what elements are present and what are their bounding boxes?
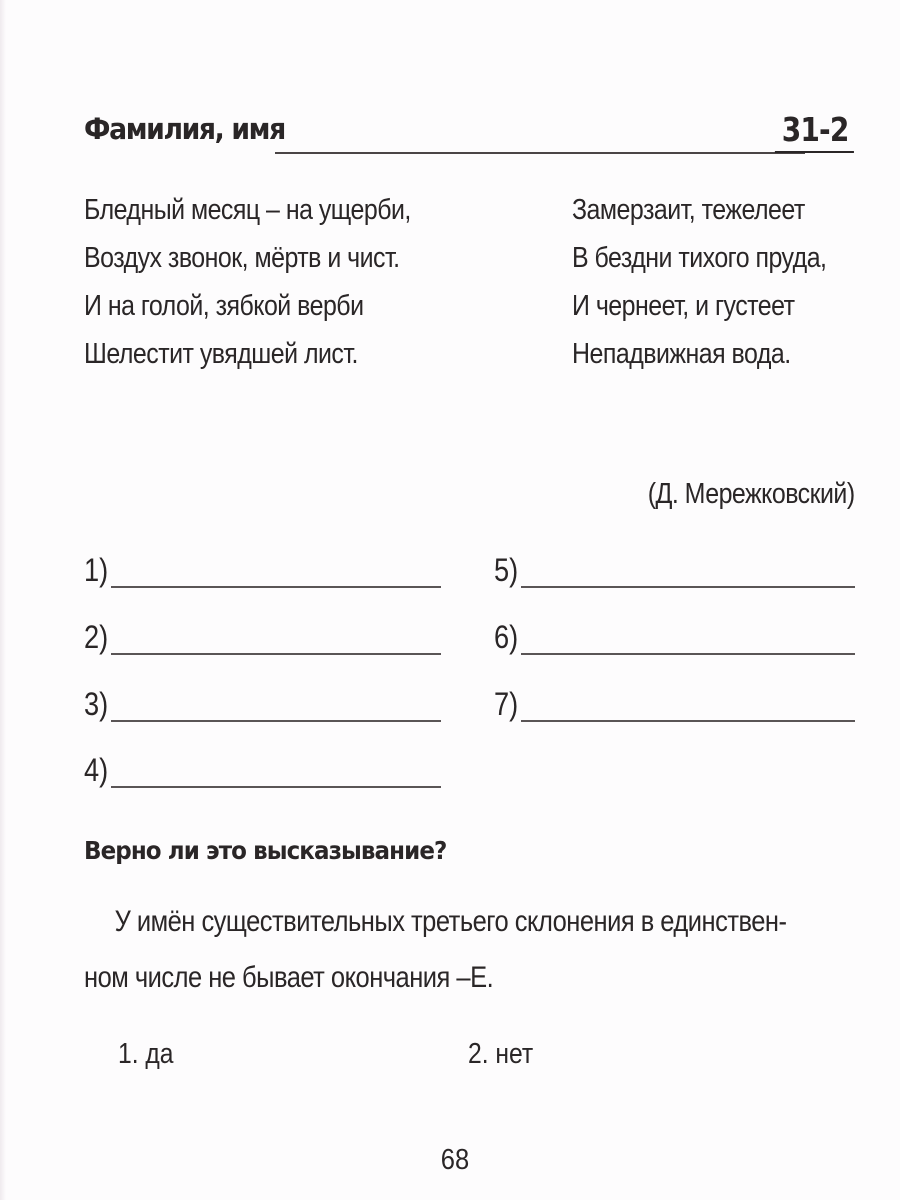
poem-line: Воздух звонок, мёртв и чист.	[84, 242, 400, 274]
answer-field-4[interactable]	[84, 748, 444, 792]
answer-field-5[interactable]	[494, 548, 854, 592]
poem-line: В бездни тихого пруда,	[572, 242, 827, 274]
answer-field-1[interactable]	[84, 548, 444, 592]
poem-line: Замерзаит, тежелеет	[572, 194, 805, 226]
page-number: 68	[440, 1144, 470, 1176]
question-title: Верно ли это высказывание?	[84, 836, 447, 865]
option-yes[interactable]: 1. да	[118, 1038, 174, 1070]
answer-field-2[interactable]	[84, 615, 444, 659]
poem-left-column	[84, 186, 464, 378]
statement-line: У имён существительных третьего склонения в единствен-	[114, 905, 787, 938]
worksheet-code: 31-2	[775, 109, 854, 153]
answer-field-7[interactable]	[494, 682, 854, 726]
answer-number: 3)	[84, 686, 109, 722]
poem-line: Бледный месяц – на ущерби,	[84, 194, 411, 226]
poem-line: Непадвижная вода.	[572, 338, 791, 370]
answer-number: 1)	[84, 552, 109, 588]
answer-field-3[interactable]	[84, 682, 444, 726]
poem-right-column	[572, 186, 868, 378]
worksheet-header	[84, 112, 854, 162]
answer-options	[118, 1034, 618, 1074]
question-statement	[84, 894, 864, 1006]
answer-line[interactable]	[521, 586, 855, 588]
answer-line[interactable]	[111, 786, 441, 788]
statement-line: ном числе не бывает окончания –Е.	[84, 961, 494, 994]
answer-line[interactable]	[111, 586, 441, 588]
answer-field-6[interactable]	[494, 615, 854, 659]
answer-number: 2)	[84, 619, 109, 655]
name-label: Фамилия, имя	[84, 112, 285, 146]
answer-number: 7)	[494, 686, 519, 722]
poem-line: И на голой, зябкой верби	[84, 290, 364, 322]
poem-line: Шелестит увядшей лист.	[84, 338, 358, 370]
poem-line: И чернеет, и густеет	[572, 290, 795, 322]
answer-number: 6)	[494, 619, 519, 655]
option-no[interactable]: 2. нет	[468, 1038, 534, 1070]
poem-author: (Д. Мережковский)	[648, 478, 855, 510]
answer-number: 4)	[84, 752, 109, 788]
page-edge	[0, 0, 6, 1200]
name-input-line[interactable]	[275, 152, 805, 154]
answer-number: 5)	[494, 552, 519, 588]
answer-line[interactable]	[111, 720, 441, 722]
answer-line[interactable]	[521, 720, 855, 722]
answer-line[interactable]	[521, 653, 855, 655]
answer-line[interactable]	[111, 653, 441, 655]
